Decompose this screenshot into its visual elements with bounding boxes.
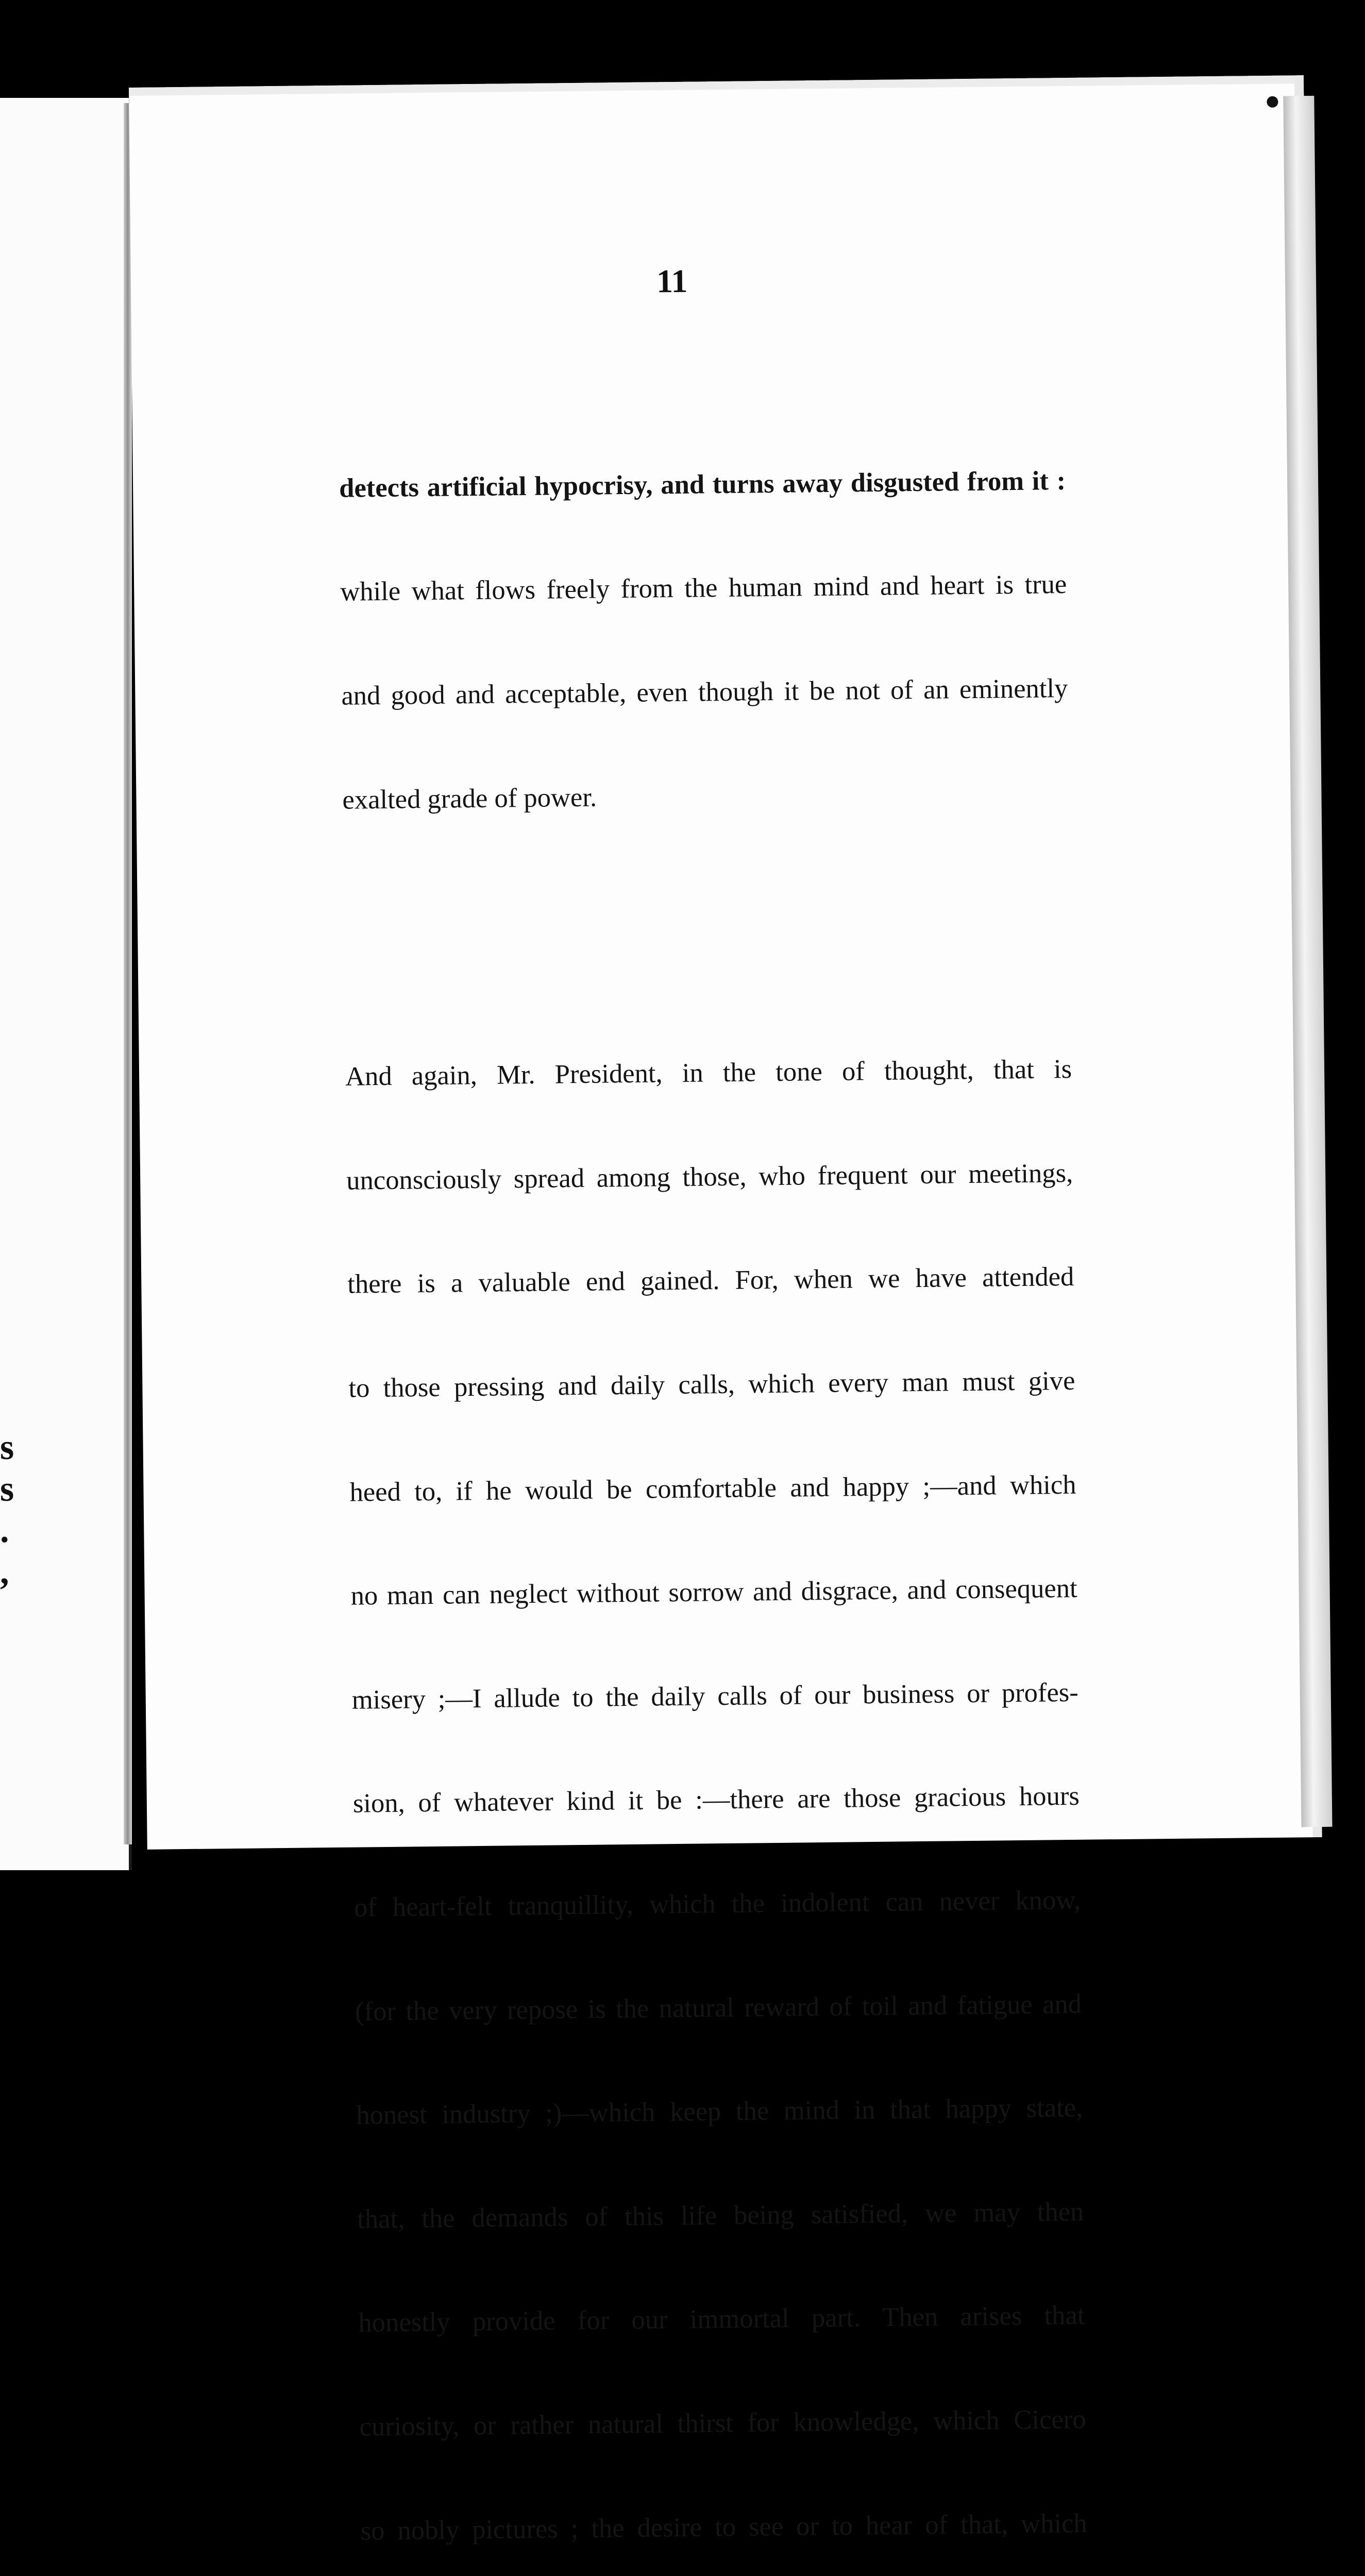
book-page: [129, 75, 1322, 2546]
paragraph-1: [338, 394, 1070, 886]
text-line: so nobly pictures ; the desire to see or to hear of that, which: [360, 2508, 1087, 2546]
page-number: 11: [656, 262, 688, 300]
text-line: heed to, if he would be comfortable and happy ;—and which: [349, 1469, 1076, 1507]
text-line: And again, Mr. President, in the tone of thought, that is: [345, 1054, 1072, 1092]
left-page-edge-text: s s . ,: [0, 1428, 14, 1592]
text-line: of heart-felt tranquillity, which the indolent can never know,: [353, 1885, 1081, 1923]
left-page-fragment: [0, 98, 132, 1870]
text-line: that, the demands of this life being satisfied, we may then: [357, 2196, 1084, 2234]
text-line: sion, of whatever kind it be :—there are those gracious hours: [352, 1781, 1080, 1819]
text-line: no man can neglect without sorrow and disgrace, and consequent: [350, 1573, 1077, 1611]
text-line: honestly provide for our immortal part. Then arises that: [358, 2300, 1085, 2338]
text-line: (for the very repose is the natural reward of toil and fatigue and: [355, 1989, 1082, 2027]
paragraph-2: [344, 983, 1111, 2576]
text-line: exalted grade of power.: [342, 782, 597, 815]
text-line: curiosity, or rather natural thirst for knowledge, which Cicero: [359, 2404, 1086, 2442]
text-line: unconsciously spread among those, who frequent our meetings,: [346, 1158, 1073, 1196]
text-line: misery ;—I allude to the daily calls of our business or profes-: [351, 1677, 1079, 1715]
page-edge: [1283, 96, 1332, 1827]
text-line: there is a valuable end gained. For, when we have attended: [347, 1262, 1074, 1300]
scan-dot: [1267, 96, 1278, 108]
text-line: detects artificial hypocrisy, and turns away disgusted from it :: [339, 465, 1066, 503]
text-line: to those pressing and daily calls, which every man must give: [348, 1365, 1075, 1403]
text-line: and good and acceptable, even though it be not of an eminently: [341, 673, 1068, 711]
body-text: [338, 325, 1113, 2576]
text-line: while what flows freely from the human mind and heart is true: [340, 569, 1067, 607]
binding-gutter: [124, 103, 132, 1844]
text-line: honest industry ;)—which keep the mind in that happy state,: [356, 2092, 1083, 2130]
